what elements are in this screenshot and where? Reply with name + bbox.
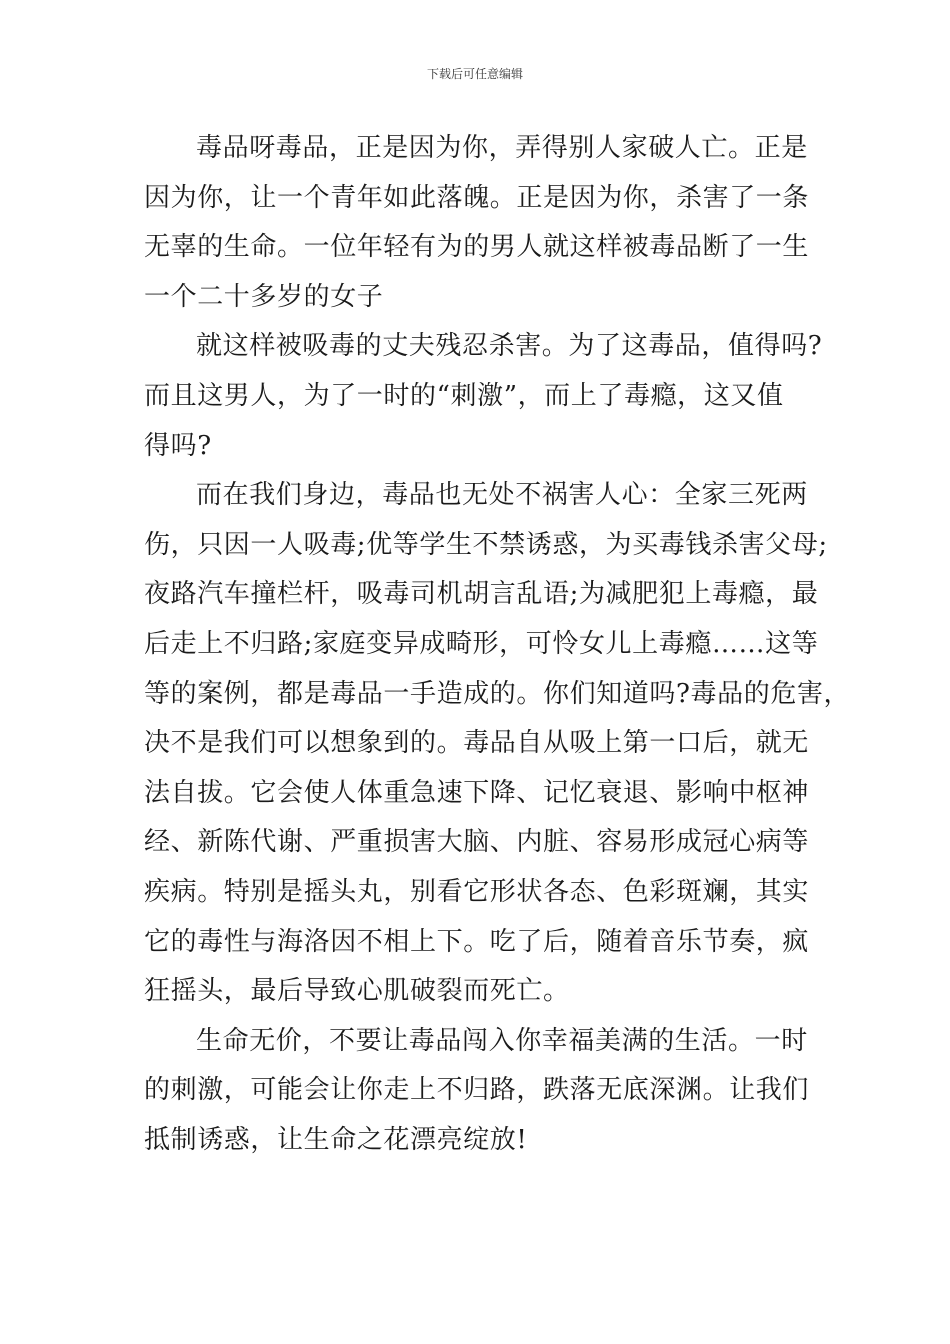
text-line: 一个二十多岁的女子	[144, 281, 384, 312]
text-line: 伤，只因一人吸毒;优等学生不禁诱惑，为买毒钱杀害父母;	[144, 529, 828, 560]
text-line: 它的毒性与海洛因不相上下。吃了后，随着音乐节奏，疯	[144, 926, 810, 957]
text-line: 经、新陈代谢、严重损害大脑、内脏、容易形成冠心病等	[144, 827, 810, 858]
text-line: 生命无价，不要让毒品闯入你幸福美满的生活。一时	[196, 1025, 808, 1056]
text-line: 得吗?	[144, 430, 212, 461]
text-line: 无辜的生命。一位年轻有为的男人就这样被毒品断了一生	[144, 232, 810, 263]
text-line: 抵制诱惑，让生命之花漂亮绽放!	[144, 1124, 528, 1155]
text-line: 等的案例，都是毒品一手造成的。你们知道吗?毒品的危害，	[144, 678, 851, 709]
page-header: 下载后可任意编辑	[426, 67, 523, 81]
text-line: 而且这男人，为了一时的“刺激”，而上了毒瘾，这又值	[144, 380, 784, 411]
text-line: 狂摇头，最后导致心肌破裂而死亡。	[144, 976, 570, 1007]
text-line: 因为你，让一个青年如此落魄。正是因为你，杀害了一条	[144, 182, 810, 213]
document-body	[144, 124, 851, 1165]
text-line: 夜路汽车撞栏杆，吸毒司机胡言乱语;为减肥犯上毒瘾，最	[144, 579, 819, 610]
text-line: 法自拔。它会使人体重急速下降、记忆衰退、影响中枢神	[144, 777, 810, 808]
text-line: 而在我们身边，毒品也无处不祸害人心：全家三死两	[196, 480, 808, 511]
text-line: 决不是我们可以想象到的。毒品自从吸上第一口后，就无	[144, 728, 810, 759]
text-line: 毒品呀毒品，正是因为你，弄得别人家破人亡。正是	[196, 133, 808, 163]
text-line: 后走上不归路;家庭变异成畸形，可怜女儿上毒瘾……这等	[144, 628, 819, 659]
text-line: 的刺激，可能会让你走上不归路，跌落无底深渊。让我们	[144, 1075, 810, 1106]
text-line: 就这样被吸毒的丈夫残忍杀害。为了这毒品，值得吗?	[196, 331, 823, 362]
text-line: 疾病。特别是摇头丸，别看它形状各态、色彩斑斓，其实	[144, 876, 810, 907]
